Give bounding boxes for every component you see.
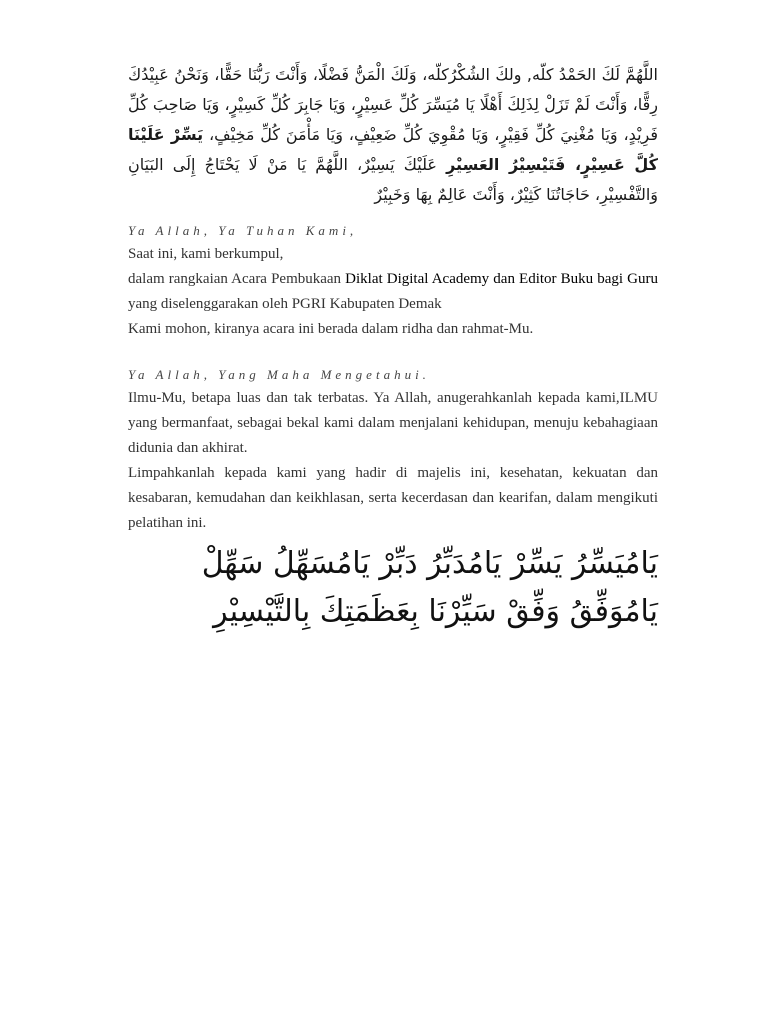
arabic-prayer-part2: عَلَيْكَ يَسِيْرٌ، اللَّهُمَّ يَا مَنْ لَا يَحْتَاجُ إِلَى البَيَانِ وَالتَّفْسِيْرِ، حَاجَاتُنَا كَثِيْرٌ، وَأَنْتَ عَالِمٌ بِهَا وَخَبِيْرٌ (128, 155, 658, 204)
closing-arabic (128, 540, 658, 636)
section1-line2-suffix: yang diselenggarakan oleh PGRI Kabupaten Demak (128, 296, 442, 312)
document-page (128, 60, 658, 636)
section1-line3: Kami mohon, kiranya acara ini berada dalam ridha dan rahmat-Mu. (128, 321, 534, 337)
section1-line1: Saat ini, kami berkumpul, (128, 246, 284, 262)
event-name: Diklat Digital Academy dan Editor Buku bagi Guru (345, 271, 659, 287)
section2-para2: Limpahkanlah kepada kami yang hadir di majelis ini, kesehatan, kekuatan dan kesabaran, kemudahan dan keikhlasan, serta kecerdasan dan kearifan, dalam mengikuti pelatihan ini. (128, 465, 658, 531)
arabic-prayer-part1: اللَّهُمَّ لَكَ الحَمْدُ كلّه, ولكَ الشُكْرُكلّه، وَلَكَ الْمَنُّ فَضْلًا، وَأَنْتَ رَبُّنَا حَقًّا، وَنَحْنُ عَبِيْدُكَ رِقًّا، وَأَنْتَ لَمْ تَزَلْ لِذَلِكَ أَهْلًا يَا مُيَسِّرَ كُلِّ عَسِيْرٍ، وَيَا جَابِرَ كُلِّ كَسِيْرٍ، وَيَا صَاحِبَ كُلِّ فَرِيْدٍ، وَيَا مُغْنِيَ كُلِّ فَقِيْرٍ، وَيَا مُقْوِيَ كُلِّ ضَعِيْفٍ، وَيَا مَأْمَنَ كُلِّ مَخِيْفٍ، (128, 65, 658, 144)
closing-arabic-line1: يَامُيَسِّرُ يَسِّرْ يَامُدَبِّرُ دَبِّرْ يَامُسَهِّلُ سَهِّلْ (201, 546, 658, 581)
section2-heading: Ya Allah, Yang Maha Mengetahui. (128, 367, 430, 382)
section2-para1: Ilmu-Mu, betapa luas dan tak terbatas. Ya Allah, anugerahkanlah kepada kami,ILMU yang bermanfaat, sebagai bekal kami dalam menjalani kehidupan, menuju kebahagiaan didunia dan akhirat. (128, 390, 658, 456)
arabic-prayer-bold: يَسِّرْ عَلَيْنَا كُلَّ عَسِيْرٍ، فَتَيْسِيْرُ العَسِيْرِ (128, 125, 658, 174)
arabic-prayer (128, 60, 658, 210)
closing-arabic-line2: يَامُوَفِّقُ وَفِّقْ سَيِّرْنَا بِعَظَمَتِكَ بِالتَّيْسِيْرِ (213, 594, 658, 629)
section1-line2-prefix: dalam rangkaian Acara Pembukaan (128, 271, 346, 287)
section1-line2 (128, 267, 658, 317)
section1-heading: Ya Allah, Ya Tuhan Kami, (128, 223, 358, 238)
